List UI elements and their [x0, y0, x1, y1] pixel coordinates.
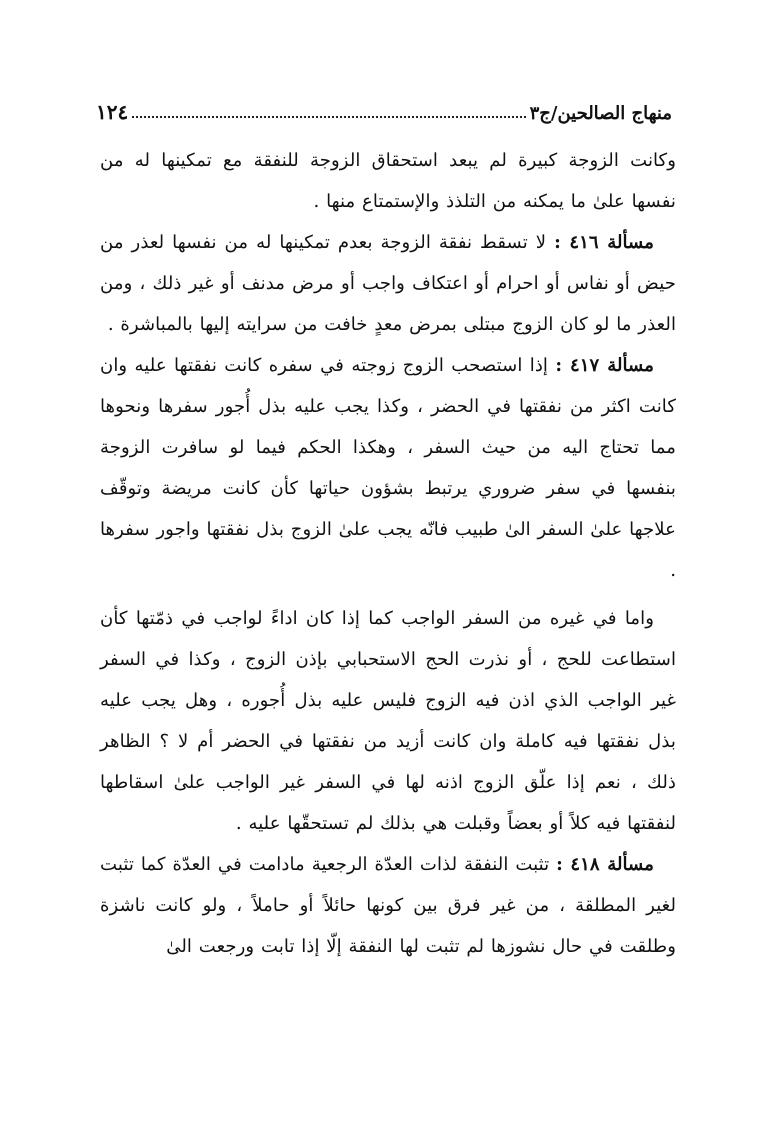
paragraph-issue-417 — [100, 345, 676, 591]
paragraph-text: إذا استصحب الزوج زوجته في سفره كانت نفقتها عليه وان كانت اكثر من نفقتها في الحضر ، وكذا يجب عليه بذل أُجور سفرها ونحوها مما تحتاج اليه من حيث السفر ، وهكذا الحكم فيما لو سافرت الزوجة بنفسها في سفر ضروري يرتبط بشؤون حياتها كأن كانت مريضة وتوقّف علاجها علىٰ السفر الىٰ طبيب فانّه يجب علىٰ الزوج بذل نفقتها واجور سفرها . — [100, 355, 676, 581]
issue-label: مسألة ٤١٦ : — [554, 232, 655, 253]
page-number: ١٢٤ — [96, 100, 129, 124]
dotted-leader — [132, 115, 525, 118]
paragraph-travel-other — [100, 598, 676, 844]
running-title: منهاج الصالحين/ج٣ — [529, 103, 672, 124]
paragraph-text: واما في غيره من السفر الواجب كما إذا كان اداءً لواجب في ذمّتها كأن استطاعت للحج ، أو نذرت الحج الاستحبابي بإذن الزوج ، وكذا في السفر غير الواجب الذي اذن فيه الزوج فليس عليه بذل أُجوره ، وهل يجب عليه بذل نفقتها فيه كاملة وان كانت أزيد من نفقتها في الحضر أم لا ؟ الظاهر ذلك ، نعم إذا علّق الزوج اذنه لها في السفر غير الواجب علىٰ اسقاطها لنفقتها فيه كلاً أو بعضاً وقبلت هي بذلك لم تستحقّها عليه . — [100, 608, 676, 834]
paragraph-issue-416 — [100, 222, 676, 345]
issue-label: مسألة ٤١٨ : — [556, 854, 655, 875]
page-header — [96, 94, 672, 124]
issue-label: مسألة ٤١٧ : — [555, 355, 655, 376]
paragraph-issue-418 — [100, 844, 676, 967]
paragraph-text: تثبت النفقة لذات العدّة الرجعية مادامت في العدّة كما تثبت لغير المطلقة ، من غير فرق بين كونها حائلاً أو حاملاً ، ولو كانت ناشزة وطلقت في حال نشوزها لم تثبت لها النفقة إلّا إذا تابت ورجعت الىٰ — [100, 854, 676, 957]
paragraph-text: وكانت الزوجة كبيرة لم يبعد استحقاق الزوجة للنفقة مع تمكينها له من نفسها علىٰ ما يمكنه من التلذذ والإستمتاع منها . — [100, 150, 676, 212]
paragraph-text: لا تسقط نفقة الزوجة بعدم تمكينها له من نفسها لعذر من حيض أو نفاس أو احرام أو اعتكاف واجب أو مرض مدنف أو غير ذلك ، ومن العذر ما لو كان الزوج مبتلى بمرض معدٍ خافت من سرايته إليها بالمباشرة . — [100, 232, 676, 335]
body-text — [100, 140, 676, 967]
paragraph-continuation — [100, 140, 676, 222]
